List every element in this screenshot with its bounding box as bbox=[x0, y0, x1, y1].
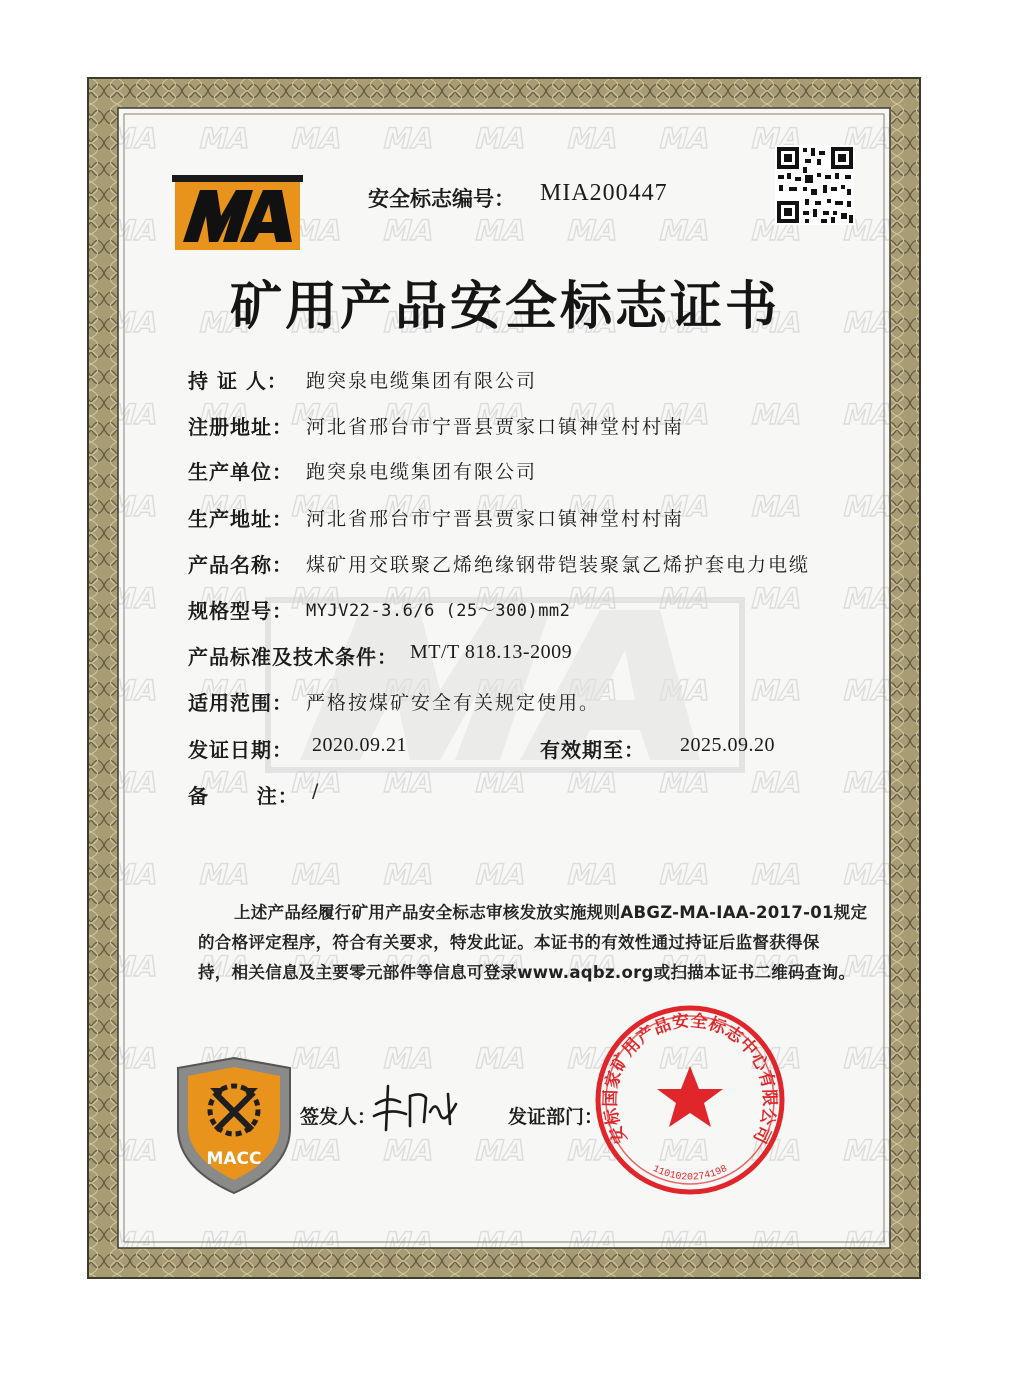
holder-value: 跑突泉电缆集团有限公司 bbox=[306, 370, 538, 392]
valid-until-value: 2025.09.20 bbox=[680, 734, 775, 756]
prod-address-label: 生产地址： bbox=[188, 507, 293, 531]
scope-label: 适用范围： bbox=[188, 691, 293, 715]
seal-number: 1101020274198 bbox=[650, 1163, 730, 1184]
valid-until-label: 有效期至： bbox=[540, 738, 645, 762]
ma-logo-icon bbox=[172, 175, 303, 250]
statement-line: 持，相关信息及主要零元部件等信息可登录www.aqbz.org或扫描本证书二维码查询。 bbox=[198, 963, 856, 982]
manufacturer-label: 生产单位： bbox=[188, 460, 293, 484]
prod-address-value: 河北省邢台市宁晋县贾家口镇神堂村村南 bbox=[306, 508, 685, 530]
standard-label: 产品标准及技术条件： bbox=[188, 645, 398, 669]
reg-address-value: 河北省邢台市宁晋县贾家口镇神堂村村南 bbox=[306, 416, 685, 438]
signer-label: 签发人： bbox=[300, 1106, 377, 1128]
product-name-label: 产品名称： bbox=[188, 553, 293, 577]
remarks-value: / bbox=[312, 780, 321, 802]
remarks-label: 备 注： bbox=[188, 784, 299, 808]
certification-statement bbox=[198, 898, 888, 988]
issue-date-value: 2020.09.21 bbox=[312, 734, 407, 756]
cert-number-value: MIA200447 bbox=[540, 180, 668, 206]
statement-line: 的合格评定程序，符合有关要求，特发此证。本证书的有效性通过持证后监督获得保 bbox=[198, 933, 820, 952]
badge-text: MACC bbox=[206, 1149, 262, 1169]
manufacturer-value: 跑突泉电缆集团有限公司 bbox=[306, 461, 538, 483]
statement-line: 上述产品经履行矿用产品安全标志审核发放实施规则ABGZ-MA-IAA-2017-01规定 bbox=[234, 903, 868, 922]
model-value: MYJV22-3.6/6 (25～300)mm2 bbox=[306, 601, 571, 621]
cert-number-label: 安全标志编号： bbox=[368, 187, 515, 211]
seal-text: 安标国家矿用产品安全标志中心有限公司 bbox=[600, 1011, 780, 1147]
page-title: 矿用产品安全标志证书 bbox=[229, 277, 780, 337]
model-label: 规格型号： bbox=[188, 599, 293, 623]
reg-address-label: 注册地址： bbox=[188, 415, 293, 439]
issue-date-label: 发证日期： bbox=[188, 738, 293, 762]
qr-code-icon bbox=[775, 145, 855, 225]
scope-value: 严格按煤矿安全有关规定使用。 bbox=[306, 692, 601, 714]
holder-label: 持 证 人： bbox=[188, 369, 288, 393]
product-name-value: 煤矿用交联聚乙烯绝缘钢带铠装聚氯乙烯护套电力电缆 bbox=[306, 554, 811, 576]
standard-value: MT/T 818.13-2009 bbox=[410, 641, 573, 663]
issuer-label: 发证部门： bbox=[508, 1106, 604, 1128]
